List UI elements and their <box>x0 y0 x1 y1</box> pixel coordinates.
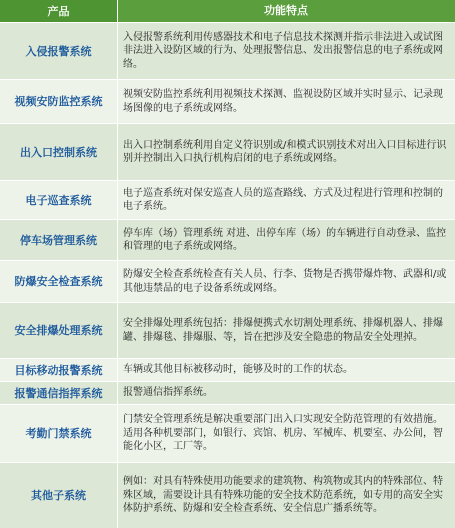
table-header <box>0 0 455 23</box>
table-row <box>0 23 455 80</box>
row-feature-desc: 例如：对具有特殊使用功能要求的建筑物、构筑物或其内的特殊部位、特殊区域，需要设计具有特殊功能的安全技术防范系统，如专用的高安全实体防护系统、防爆和安全检查系统、安全信息广播系统等。 <box>123 476 443 515</box>
table-row <box>0 303 455 359</box>
table-row <box>0 382 455 405</box>
header-feature: 功能特点 <box>264 4 308 18</box>
row-feature-desc: 门禁安全管理系统是解决重要部门出入口实现安全防范管理的有效措施。适用各种机要部门，如银行、宾馆、机房、军械库、机要室、办公间，智能化小区，工厂等。 <box>123 414 443 453</box>
row-feature-desc: 视频安防监控系统利用视频技术探测、监视设防区域并实时显示、记录现场图像的电子系统或网络。 <box>123 89 443 114</box>
row-product-name: 电子巡查系统 <box>0 181 118 219</box>
row-feature-desc: 停车库（场）管理系统 对进、出停车库（场）的车辆进行自动登录、监控和管理的电子系统或网络。 <box>123 227 447 252</box>
table-row <box>0 181 455 220</box>
row-product-name: 停车场管理系统 <box>0 220 118 260</box>
table-row <box>0 80 455 124</box>
row-product-name: 防爆安全检查系统 <box>0 261 118 302</box>
row-product-name: 其他子系统 <box>0 463 118 528</box>
row-feature-desc: 电子巡查系统对保安巡查人员的巡查路线、方式及过程进行管理和控制的电子系统。 <box>123 187 443 212</box>
row-feature-desc: 报警通信指挥系统。 <box>123 387 213 399</box>
row-product-name: 安全排爆处理系统 <box>0 303 118 358</box>
row-product-name: 出入口控制系统 <box>0 124 118 180</box>
row-product-name: 报警通信指挥系统 <box>0 382 118 404</box>
table-row <box>0 359 455 382</box>
header-product: 产品 <box>0 0 118 22</box>
row-feature-desc: 防爆安全检查系统检查有关人员、行李、货物是否携带爆炸物、武器和/或其他违禁品的电子设备系统或网络。 <box>123 269 447 294</box>
table-row <box>0 463 455 528</box>
row-feature-desc: 车辆或其他目标被移动时，能够及时的工作的状态。 <box>123 364 353 376</box>
row-feature-desc: 入侵报警系统利用传感器技术和电子信息技术探测并指示非法进入或试图非法进入设防区域的行为、处理报警信息、发出报警信息的电子系统或网络。 <box>123 31 443 70</box>
row-feature-desc: 安全排爆处理系统包括：排爆便携式水切割处理系统、排爆机器人、排爆罐、排爆毯、排爆服、等，旨在把涉及安全隐患的物品安全处理掉。 <box>123 318 443 343</box>
row-product-name: 目标移动报警系统 <box>0 359 118 381</box>
row-product-name: 考勤门禁系统 <box>0 405 118 462</box>
table-row <box>0 261 455 303</box>
table-row <box>0 220 455 261</box>
row-product-name: 入侵报警系统 <box>0 23 118 79</box>
row-feature-desc: 出入口控制系统利用自定义符识别或/和模式识别技术对出入口目标进行识别并控制出入口执行机构启闭的电子系统或网络。 <box>123 139 447 164</box>
table-row <box>0 405 455 463</box>
row-product-name: 视频安防监控系统 <box>0 80 118 123</box>
table-row <box>0 124 455 181</box>
